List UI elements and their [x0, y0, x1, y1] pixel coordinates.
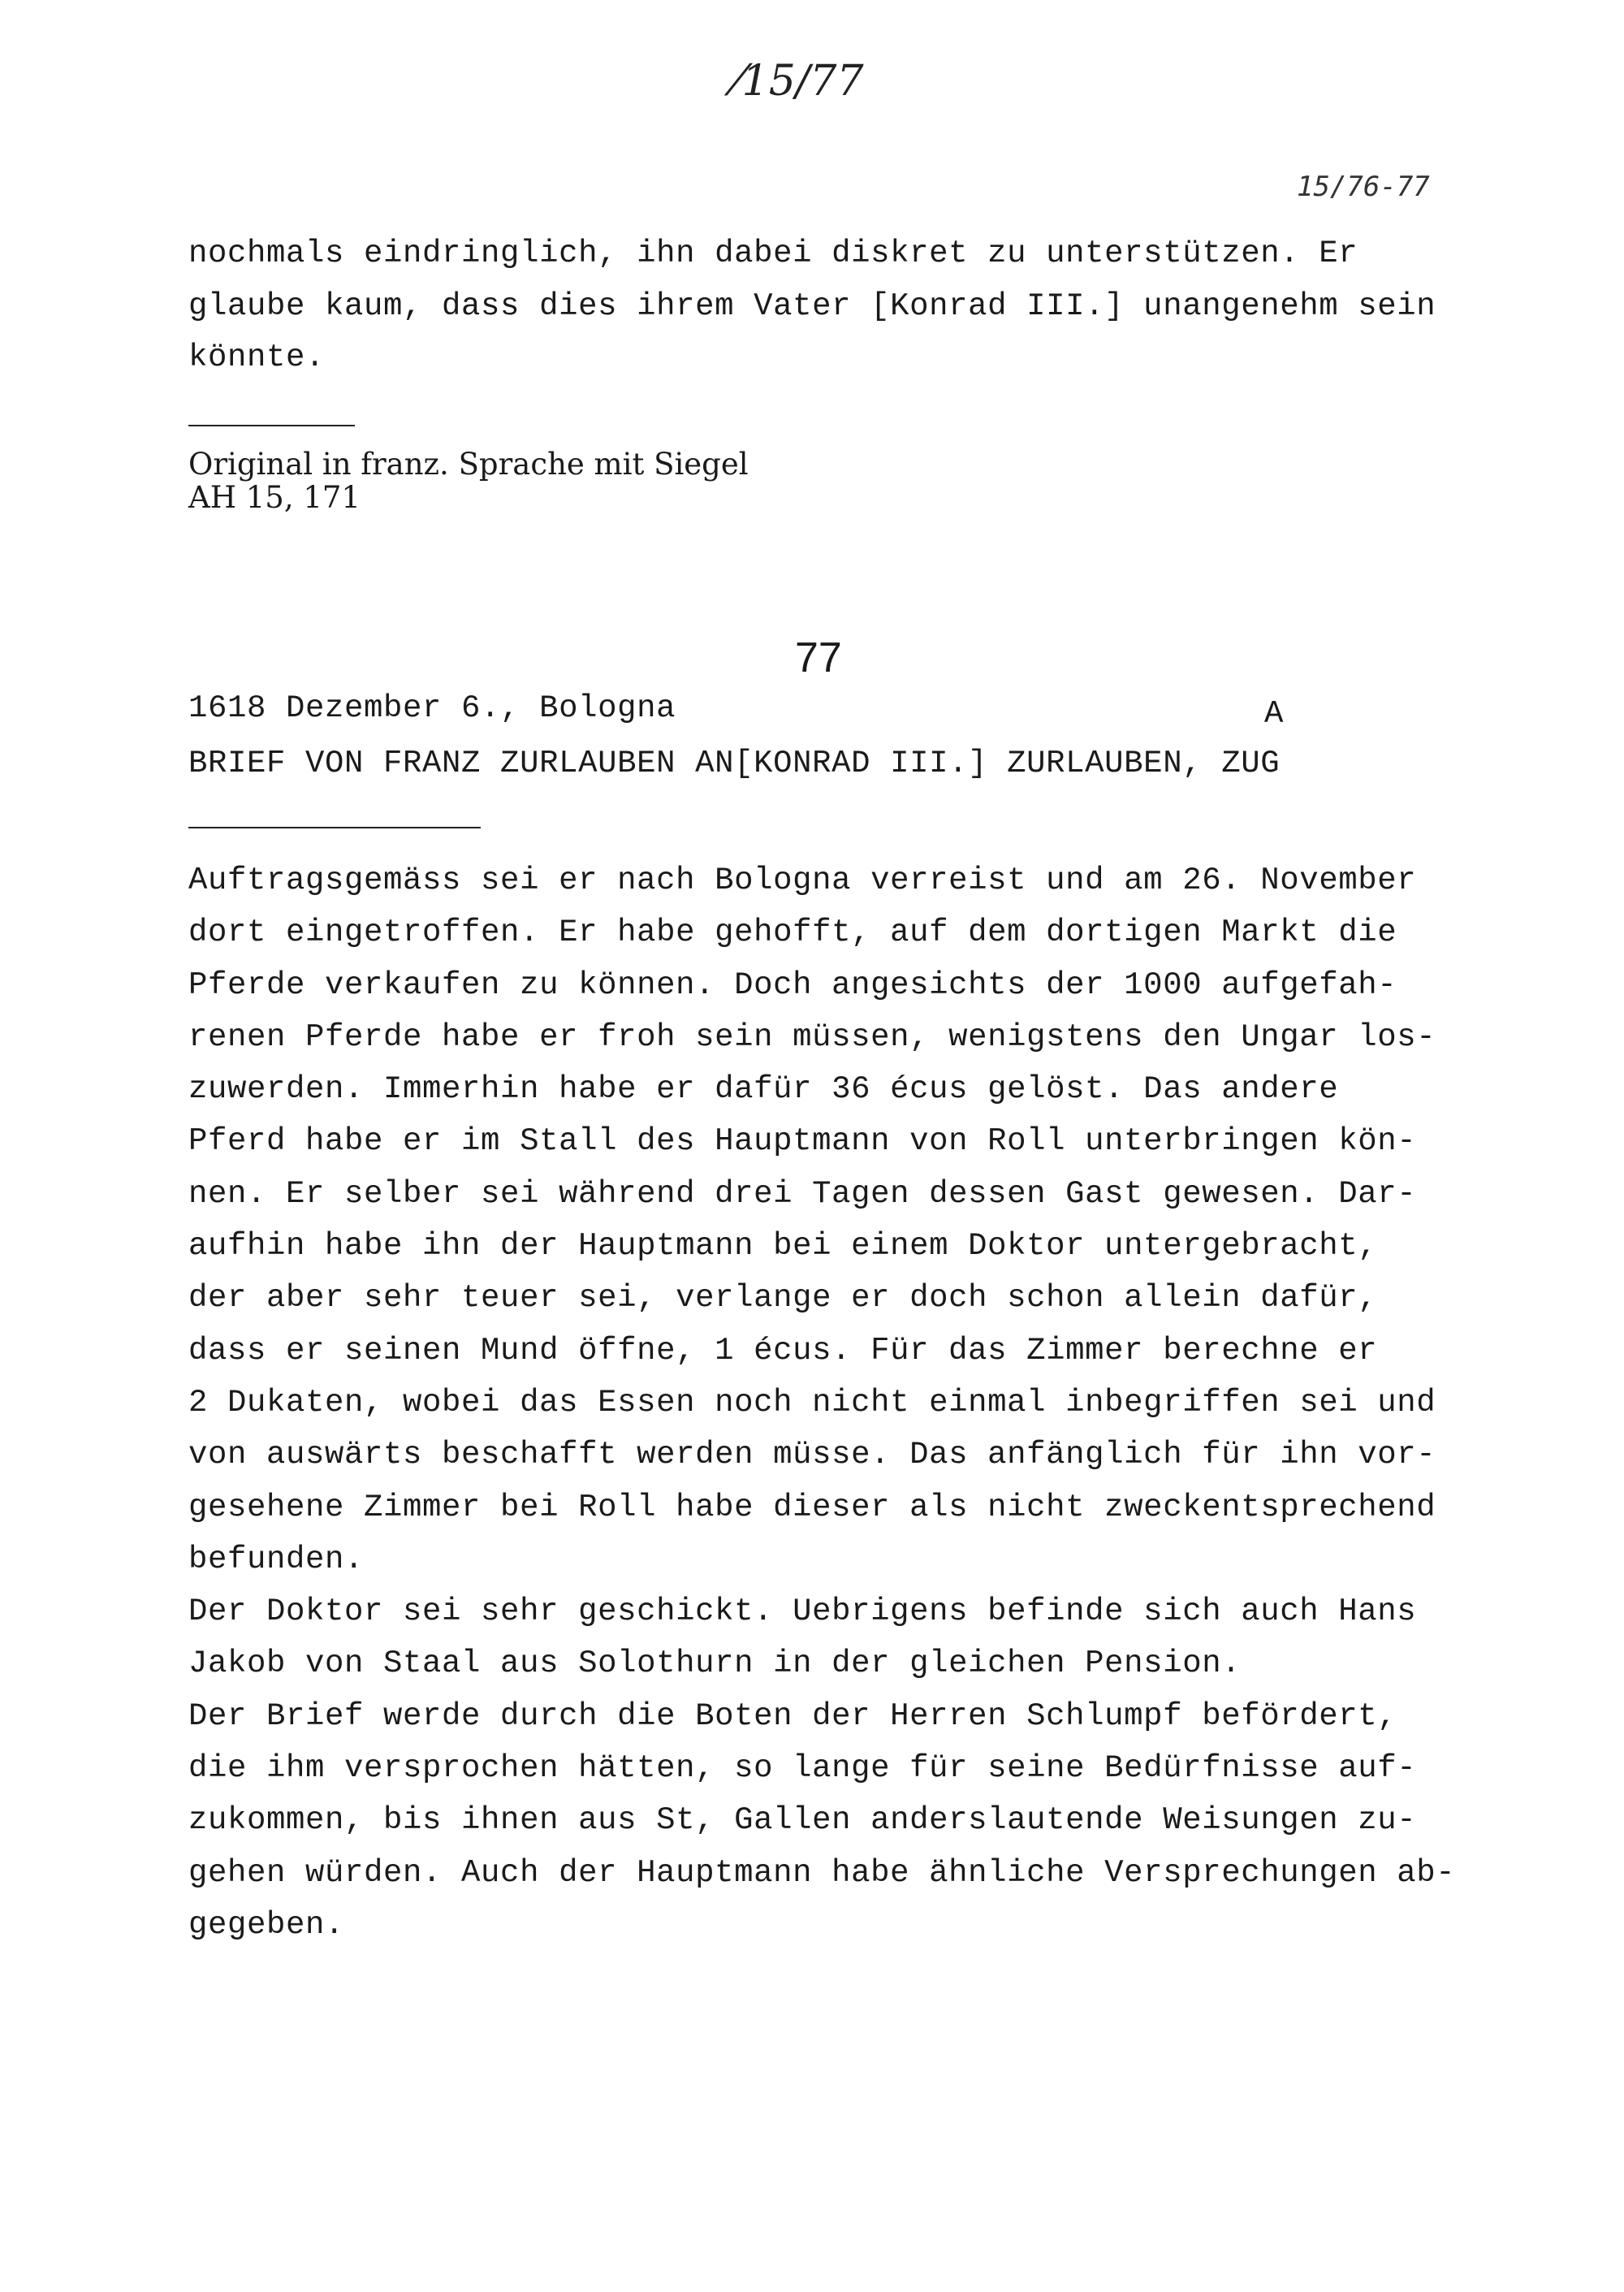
continuation-line: könnte. — [188, 339, 326, 375]
letter-summary — [188, 854, 1455, 1951]
handwritten-page-reference: ⁄15/77 — [735, 57, 864, 106]
body-line: die ihm versprochen hätten, so lange für seine Bedürfnisse auf- — [188, 1750, 1417, 1787]
body-line: dass er seinen Mund öffne, 1 écus. Für das Zimmer berechne er — [188, 1332, 1378, 1369]
body-line: befunden. — [188, 1541, 365, 1577]
heading-rule — [188, 827, 481, 828]
body-line: von auswärts beschafft werden müsse. Das anfänglich für ihn vor- — [188, 1437, 1436, 1473]
body-line: renen Pferde habe er froh sein müssen, wenigstens den Ungar los- — [188, 1018, 1436, 1055]
source-note-line: Original in franz. Sprache mit Siegel — [188, 447, 749, 482]
body-line: dort eingetroffen. Er habe gehofft, auf dem dortigen Markt die — [188, 915, 1397, 951]
document-heading: BRIEF VON FRANZ ZURLAUBEN AN[KONRAD III.] ZURLAUBEN, ZUG — [188, 746, 1281, 781]
continuation-line: glaube kaum, dass dies ihrem Vater [Konrad III.] unangenehm sein — [188, 288, 1436, 324]
body-line: Pferd habe er im Stall des Hauptmann von Roll unterbringen kön- — [188, 1123, 1417, 1160]
date-place: 1618 Dezember 6., Bologna — [188, 690, 676, 726]
body-line: Der Doktor sei sehr geschickt. Uebrigens befinde sich auch Hans — [188, 1594, 1417, 1630]
body-line: nen. Er selber sei während drei Tagen dessen Gast gewesen. Dar- — [188, 1175, 1417, 1212]
body-line: der aber sehr teuer sei, verlange er doch schon allein dafür, — [188, 1280, 1378, 1317]
body-line: Pferde verkaufen zu können. Doch angesichts der 1000 aufgefah- — [188, 967, 1397, 1003]
body-line: 2 Dukaten, wobei das Essen noch nicht einmal inbegriffen sei und — [188, 1384, 1436, 1421]
document-number: 77 — [795, 634, 842, 681]
body-line: gegeben. — [188, 1906, 345, 1943]
body-line: Auftragsgemäss sei er nach Bologna verreist und am 26. November — [188, 863, 1417, 898]
body-line: Der Brief werde durch die Boten der Herren Schlumpf befördert, — [188, 1697, 1397, 1734]
source-note-line: AH 15, 171 — [188, 480, 361, 515]
body-line: zuwerden. Immerhin habe er dafür 36 écus gelöst. Das andere — [188, 1071, 1339, 1108]
body-line: gehen würden. Auch der Hauptmann habe ähnliche Versprechungen ab- — [188, 1854, 1456, 1891]
continuation-line: nochmals eindringlich, ihn dabei diskret zu unterstützen. Er — [188, 236, 1358, 271]
footnote-rule — [188, 425, 355, 426]
document-marker: A — [1264, 696, 1285, 732]
body-line: Jakob von Staal aus Solothurn in der gleichen Pension. — [188, 1645, 1242, 1682]
page-reference: 15/76-77 — [1297, 171, 1430, 203]
body-line: aufhin habe ihn der Hauptmann bei einem Doktor untergebracht, — [188, 1228, 1378, 1265]
body-line: gesehene Zimmer bei Roll habe dieser als nicht zweckentsprechend — [188, 1489, 1436, 1525]
body-line: zukommen, bis ihnen aus St, Gallen anderslautende Weisungen zu- — [188, 1802, 1417, 1839]
